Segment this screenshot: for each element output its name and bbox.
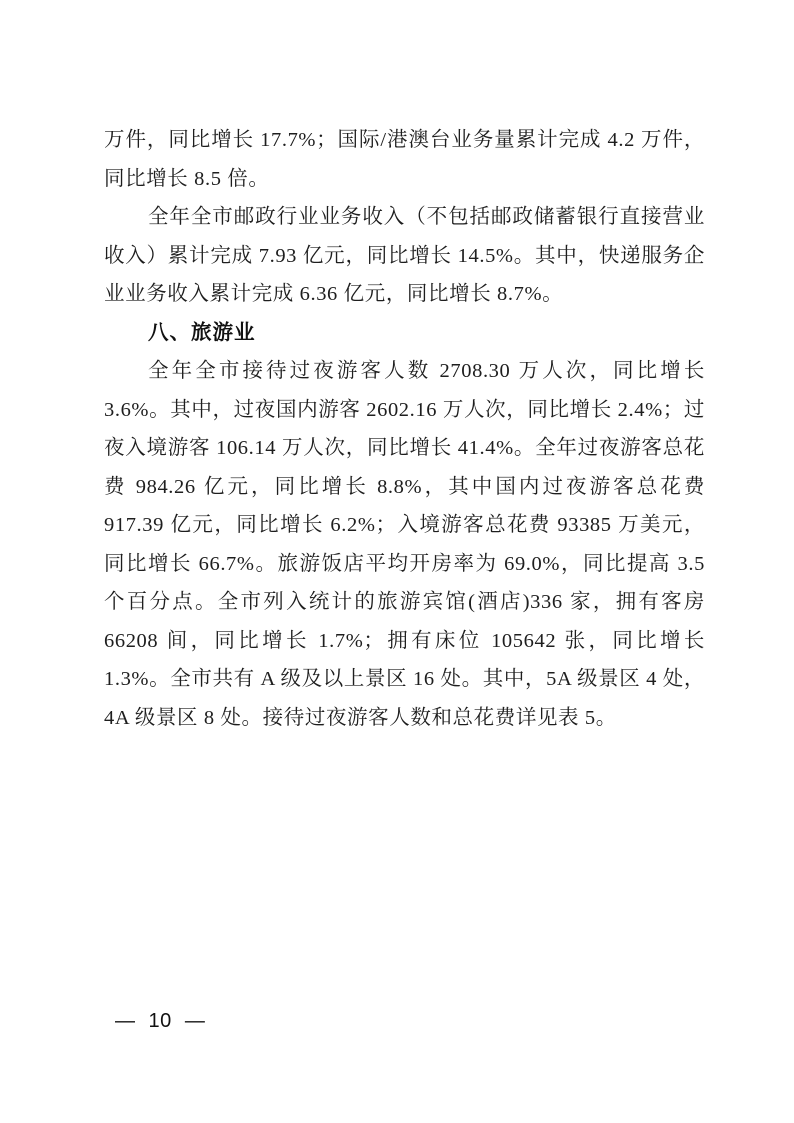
paragraph-postal-revenue: 全年全市邮政行业业务收入（不包括邮政储蓄银行直接营业收入）累计完成 7.93 亿元，同比增长 14.5%。其中，快递服务企业业务收入累计完成 6.36 亿元，同比增长 8.7%。: [104, 206, 705, 305]
page-content: [104, 121, 705, 737]
section-heading-tourism: 八、旅游业: [148, 320, 256, 344]
page-footer: [115, 1008, 205, 1034]
page-number: — 10 —: [115, 1010, 206, 1032]
paragraph-tourism-statistics: 全年全市接待过夜游客人数 2708.30 万人次，同比增长 3.6%。其中，过夜国内游客 2602.16 万人次，同比增长 2.4%；过夜入境游客 106.14 万人次，同比增长 41.4%。全年过夜游客总花费 984.26 亿元，同比增长 8.8%，其中国内过夜游客总花费 917.39 亿元，同比增长 6.2%；入境游客总花费 93385 万美元，同比增长 66.7%。旅游饭店平均开房率为 69.0%，同比提高 3.5 个百分点。全市列入统计的旅游宾馆(酒店)336 家，拥有客房 66208 间，同比增长 1.7%；拥有床位 105642 张，同比增长 1.3%。全市共有 A 级及以上景区 16 处。其中，5A 级景区 4 处，4A 级景区 8 处。接待过夜游客人数和总花费详见表 5。: [104, 360, 705, 729]
paragraph-postal-volume: 万件，同比增长 17.7%；国际/港澳台业务量累计完成 4.2 万件，同比增长 8.5 倍。: [104, 129, 705, 190]
